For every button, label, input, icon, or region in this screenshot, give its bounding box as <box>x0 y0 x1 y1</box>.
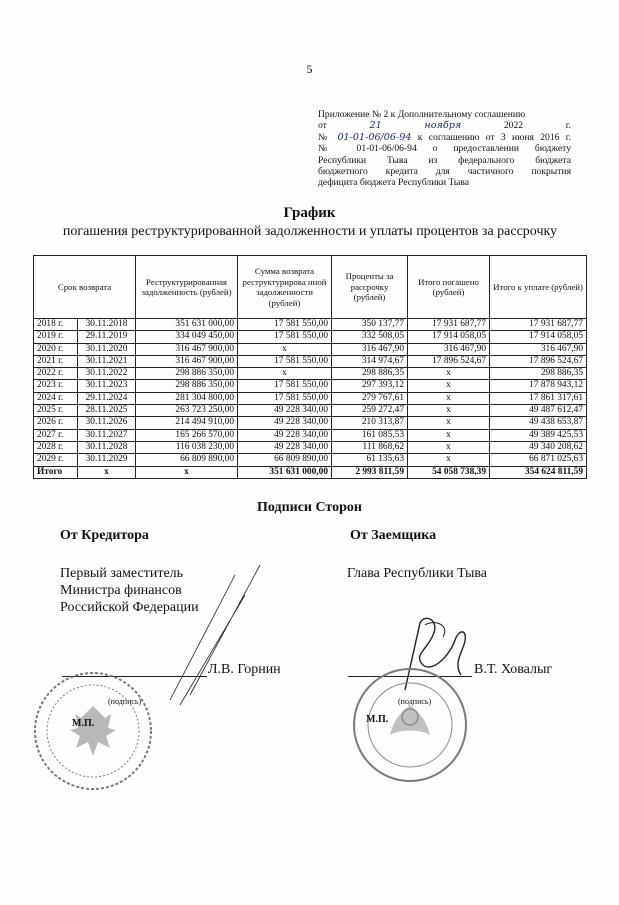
appendix-from: от <box>318 120 327 132</box>
row-paid: x <box>408 441 490 453</box>
row-debt: 165 266 570,00 <box>136 429 238 441</box>
row-year: 2018 г. <box>34 319 78 331</box>
table-row <box>34 429 587 441</box>
table-total-row <box>34 466 587 478</box>
row-year: 2025 г. <box>34 405 78 417</box>
creditor-position-line-3: Российской Федерации <box>60 600 199 615</box>
row-interest: 210 313,87 <box>332 417 408 429</box>
row-paid: 54 058 738,39 <box>408 466 490 478</box>
row-paid: x <box>408 429 490 441</box>
creditor-position-line-1: Первый заместитель <box>60 566 184 581</box>
row-year: 2026 г. <box>34 417 78 429</box>
row-due: 354 624 811,59 <box>490 466 587 478</box>
row-date: 30.11.2026 <box>78 417 136 429</box>
row-interest: 111 868,62 <box>332 441 408 453</box>
appendix-day: 21 <box>369 120 382 132</box>
row-due: 49 389 425,53 <box>490 429 587 441</box>
row-debt: 66 809 890,00 <box>136 454 238 466</box>
table-row <box>34 392 587 404</box>
appendix-year-suffix: г. <box>565 120 571 132</box>
row-repayment: 49 228 340,00 <box>238 441 332 453</box>
row-year: 2019 г. <box>34 331 78 343</box>
row-repayment: 17 581 550,00 <box>238 380 332 392</box>
row-debt: 298 886 350,00 <box>136 380 238 392</box>
header-repayment: Сумма возврата реструктурирова нной задолженности (рублей) <box>238 256 332 319</box>
appendix-number-line <box>318 132 571 143</box>
row-date: 29.11.2024 <box>78 392 136 404</box>
table-row <box>34 355 587 367</box>
table-row <box>34 454 587 466</box>
header-interest: Проценты за рассрочку (рублей) <box>332 256 408 319</box>
appendix-agreement-tail: к соглашению от 3 июня 2016 г. <box>417 131 572 143</box>
row-repayment: 49 228 340,00 <box>238 417 332 429</box>
row-repayment: 17 581 550,00 <box>238 392 332 404</box>
table-row <box>34 319 587 331</box>
row-year: 2023 г. <box>34 380 78 392</box>
row-paid: x <box>408 368 490 380</box>
borrower-seal-icon <box>350 665 470 785</box>
row-interest: 316 467,90 <box>332 343 408 355</box>
row-year: 2022 г. <box>34 368 78 380</box>
row-debt: x <box>136 466 238 478</box>
appendix-year: 2022 <box>503 120 524 132</box>
creditor-stamp-label: М.П. <box>72 718 95 729</box>
row-due: 49 487 612,47 <box>490 405 587 417</box>
row-repayment: 49 228 340,00 <box>238 429 332 441</box>
row-due: 49 340 208,62 <box>490 441 587 453</box>
appendix-number: 01-01-06/06-94 <box>337 131 412 143</box>
header-term: Срок возврата <box>34 256 136 319</box>
row-date: x <box>78 466 136 478</box>
row-due: 17 861 317,61 <box>490 392 587 404</box>
row-year: Итого <box>34 466 78 478</box>
row-interest: 332 508,05 <box>332 331 408 343</box>
row-repayment: x <box>238 368 332 380</box>
creditor-sign-note: (подпись) <box>108 697 142 706</box>
table-body <box>34 319 587 479</box>
row-paid: x <box>408 417 490 429</box>
row-interest: 314 974,67 <box>332 355 408 367</box>
repayment-table <box>33 255 587 479</box>
row-repayment: 49 228 340,00 <box>238 405 332 417</box>
borrower-stamp-label: М.П. <box>366 714 389 725</box>
row-interest: 279 767,61 <box>332 392 408 404</box>
borrower-position: Глава Республики Тыва <box>347 566 488 581</box>
row-year: 2029 г. <box>34 454 78 466</box>
table-row <box>34 380 587 392</box>
row-interest: 161 085,53 <box>332 429 408 441</box>
row-interest: 298 886,35 <box>332 368 408 380</box>
row-paid: 17 931 687,77 <box>408 319 490 331</box>
header-debt: Реструктурированная задолженность (рублей) <box>136 256 238 319</box>
table-row <box>34 343 587 355</box>
row-paid: x <box>408 405 490 417</box>
borrower-party: От Заемщика <box>350 528 437 543</box>
appendix-block <box>318 109 571 189</box>
row-date: 30.11.2027 <box>78 429 136 441</box>
row-paid: x <box>408 380 490 392</box>
row-year: 2020 г. <box>34 343 78 355</box>
schedule-subtitle: погашения реструктурированной задолженности и уплаты процентов за рассрочку <box>62 224 558 239</box>
appendix-line-5: бюджетного кредита для частичного покрытия <box>318 166 571 178</box>
row-paid: x <box>408 392 490 404</box>
table-row <box>34 417 587 429</box>
table-row <box>34 331 587 343</box>
row-interest: 2 993 811,59 <box>332 466 408 478</box>
row-interest: 61 135,63 <box>332 454 408 466</box>
creditor-name: Л.В. Горнин <box>208 662 281 677</box>
row-paid: x <box>408 454 490 466</box>
row-date: 30.11.2022 <box>78 368 136 380</box>
borrower-name: В.Т. Ховалыг <box>474 662 553 677</box>
row-due: 17 878 943,12 <box>490 380 587 392</box>
appendix-date-line <box>318 120 571 131</box>
row-date: 29.11.2019 <box>78 331 136 343</box>
row-year: 2027 г. <box>34 429 78 441</box>
row-repayment: 351 631 000,00 <box>238 466 332 478</box>
table-row <box>34 441 587 453</box>
row-date: 30.11.2018 <box>78 319 136 331</box>
creditor-seal-icon <box>32 670 154 792</box>
row-debt: 116 038 230,00 <box>136 441 238 453</box>
row-date: 30.11.2023 <box>78 380 136 392</box>
row-repayment: 66 809 890,00 <box>238 454 332 466</box>
creditor-party: От Кредитора <box>60 528 149 543</box>
row-debt: 263 723 250,00 <box>136 405 238 417</box>
row-date: 30.11.2029 <box>78 454 136 466</box>
row-interest: 297 393,12 <box>332 380 408 392</box>
borrower-sign-note: (подпись) <box>398 697 432 706</box>
appendix-line-4: Республики Тыва из федерального бюджета <box>318 154 571 166</box>
row-debt: 281 304 800,00 <box>136 392 238 404</box>
creditor-position-line-2: Министра финансов <box>60 583 182 598</box>
schedule-title: График <box>283 205 336 221</box>
row-interest: 259 272,47 <box>332 405 408 417</box>
row-paid: 17 914 058,05 <box>408 331 490 343</box>
row-paid: 17 896 524,67 <box>408 355 490 367</box>
row-debt: 298 886 350,00 <box>136 368 238 380</box>
row-debt: 351 631 000,00 <box>136 319 238 331</box>
appendix-number-prefix: № <box>318 131 332 143</box>
header-paid: Итого погашено (рублей) <box>408 256 490 319</box>
row-debt: 316 467 900,00 <box>136 343 238 355</box>
row-debt: 316 467 900,00 <box>136 355 238 367</box>
row-date: 30.11.2021 <box>78 355 136 367</box>
row-due: 17 931 687,77 <box>490 319 587 331</box>
row-date: 30.11.2020 <box>78 343 136 355</box>
row-year: 2024 г. <box>34 392 78 404</box>
signatures-heading: Подписи Сторон <box>257 500 362 515</box>
header-due: Итого к уплате (рублей) <box>490 256 587 319</box>
page-number: 5 <box>306 62 313 76</box>
appendix-month: ноября <box>424 120 462 132</box>
row-debt: 214 494 910,00 <box>136 417 238 429</box>
appendix-line-6: дефицита бюджета Республики Тыва <box>318 177 470 189</box>
row-repayment: 17 581 550,00 <box>238 355 332 367</box>
table-row <box>34 405 587 417</box>
row-year: 2028 г. <box>34 441 78 453</box>
table-header-row <box>34 256 587 319</box>
row-debt: 334 049 450,00 <box>136 331 238 343</box>
row-paid: 316 467,90 <box>408 343 490 355</box>
appendix-line-3: № 01-01-06/06-94 о предоставлении бюджету <box>318 143 571 155</box>
row-due: 49 438 653,87 <box>490 417 587 429</box>
row-date: 30.11.2028 <box>78 441 136 453</box>
row-repayment: x <box>238 343 332 355</box>
appendix-title: Приложение № 2 к Дополнительному соглашению <box>318 109 526 120</box>
table-row <box>34 368 587 380</box>
row-year: 2021 г. <box>34 355 78 367</box>
row-due: 298 886,35 <box>490 368 587 380</box>
row-due: 17 896 524,67 <box>490 355 587 367</box>
row-due: 17 914 058,05 <box>490 331 587 343</box>
row-repayment: 17 581 550,00 <box>238 331 332 343</box>
row-interest: 350 137,77 <box>332 319 408 331</box>
row-repayment: 17 581 550,00 <box>238 319 332 331</box>
row-due: 316 467,90 <box>490 343 587 355</box>
row-due: 66 871 025,63 <box>490 454 587 466</box>
row-date: 28.11.2025 <box>78 405 136 417</box>
